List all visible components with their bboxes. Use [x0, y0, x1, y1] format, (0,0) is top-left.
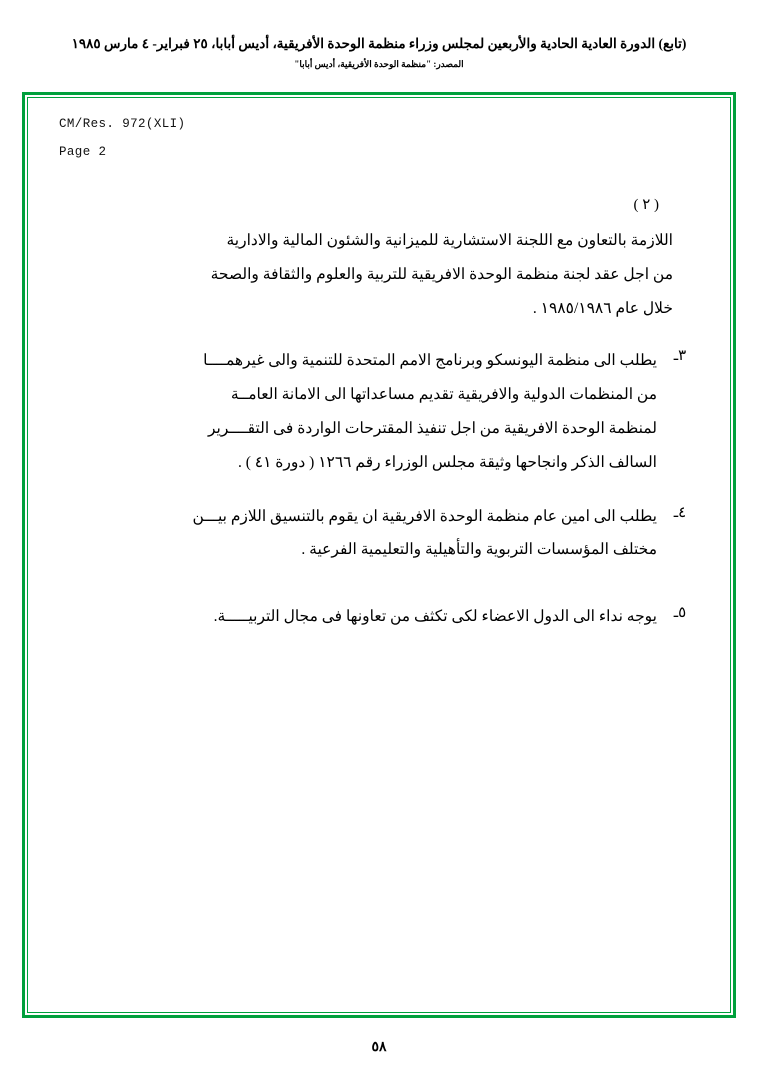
- page-frame: [22, 92, 736, 1018]
- paragraph-3-marker: ٣ـ: [673, 348, 687, 365]
- document-reference: [59, 117, 185, 159]
- clause-continuation-line: من اجل عقد لجنة منظمة الوحدة الافريقية للتربية والعلوم والثقافة والصحة: [210, 266, 673, 284]
- clause-continuation-line: خلال عام ١٩٨٥/١٩٨٦ .: [532, 300, 673, 318]
- paragraph-5: [55, 601, 703, 634]
- paragraph-3: [55, 344, 703, 479]
- paragraph-3-text: [55, 344, 657, 479]
- paragraph-4-marker: ٤ـ: [673, 505, 687, 522]
- document-body: [55, 195, 703, 650]
- paragraph-5-marker: ٥ـ: [673, 605, 687, 622]
- document-page-label: Page 2: [59, 145, 107, 159]
- paragraph-5-text: [55, 601, 657, 634]
- paragraph-line: من المنظمات الدولية والافريقية تقديم مساعداتها الى الامانة العامــة: [230, 386, 657, 404]
- document-symbol: CM/Res. 972(XLI): [59, 117, 186, 131]
- running-head-title: (تابع) الدورة العادية الحادية والأربعين لمجلس وزراء منظمة الوحدة الأفريقية، أديس أبابا، ٢٥ فبراير- ٤ مارس ١٩٨٥: [71, 36, 687, 51]
- paragraph-line: السالف الذكر وانجاحها وثيقة مجلس الوزراء رقم ١٢٦٦ ( دورة ٤١ ) .: [237, 453, 657, 471]
- paragraph-line: مختلف المؤسسات التربوية والتأهيلية والتعليمية الفرعية .: [301, 541, 657, 559]
- paragraph-line: يوجه نداء الى الدول الاعضاء لكى تكثف من تعاونها فى مجال التربيـــــة.: [213, 608, 657, 626]
- page-folio: ٥٨: [371, 1040, 387, 1055]
- paragraph-4: [55, 501, 703, 567]
- paragraph-line: لمنظمة الوحدة الافريقية من اجل تنفيذ المقترحات الواردة فى التقــــرير: [208, 419, 657, 437]
- clause-subheading: ( ٢ ): [633, 197, 659, 213]
- paragraph-line: يطلب الى امين عام منظمة الوحدة الافريقية ان يقوم بالتنسيق اللازم بيـــن: [192, 508, 657, 526]
- paragraph-4-text: [55, 501, 657, 567]
- running-head: [0, 36, 758, 70]
- clause-continuation-line: اللازمة بالتعاون مع اللجنة الاستشارية للميزانية والشئون المالية والادارية: [226, 232, 673, 249]
- paragraph-line: يطلب الى منظمة اليونسكو وبرنامج الامم المتحدة للتنمية والى غيرهمــــا: [203, 352, 657, 370]
- clause-continuation: [115, 224, 673, 326]
- running-head-source: المصدر: "منظمة الوحدة الأفريقية، أديس أبابا": [294, 59, 464, 69]
